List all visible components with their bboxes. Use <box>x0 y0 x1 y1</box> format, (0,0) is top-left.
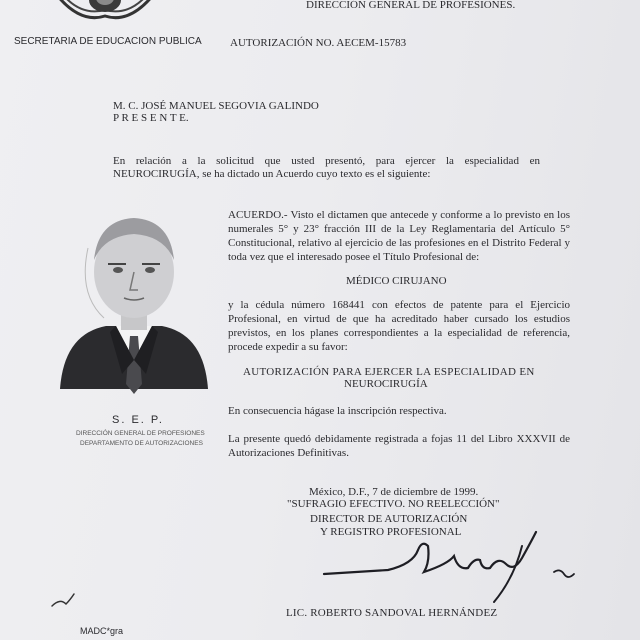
director-role-2: Y REGISTRO PROFESIONAL <box>320 526 462 538</box>
place-date: México, D.F., 7 de diciembre de 1999. <box>309 486 479 498</box>
director-role-1: DIRECTOR DE AUTORIZACIÓN <box>310 513 468 525</box>
authorization-heading-2: NEUROCIRUGÍA <box>344 378 428 390</box>
small-check-mark-icon <box>48 590 78 614</box>
signer-name: LIC. ROBERTO SANDOVAL HERNÁNDEZ <box>286 607 498 619</box>
department-title: DIRECCIÓN GENERAL DE PROFESIONES. <box>306 0 516 11</box>
cedula-paragraph: y la cédula número 168441 con efectos de patente para el Ejercicio Profesional, en virtud de que ha acreditado haber cursado los estudios previstos, en los planes correspondientes a la especialidad de referencia, procede expedir a su favor: <box>228 299 570 353</box>
portrait-photo <box>58 214 210 414</box>
registro-paragraph: La presente quedó debidamente registrada a fojas 11 del Libro XXXVII de Autorizaciones Definitivas. <box>228 433 570 459</box>
motto: "SUFRAGIO EFECTIVO. NO REELECCIÓN" <box>287 498 500 510</box>
handwritten-signature <box>318 528 588 608</box>
authorization-heading-1: AUTORIZACIÓN PARA EJERCER LA ESPECIALIDAD EN <box>243 366 535 378</box>
secretaria-label: SECRETARIA DE EDUCACION PUBLICA <box>14 36 202 47</box>
national-emblem-icon <box>50 0 160 26</box>
seal-line-2: DEPARTAMENTO DE AUTORIZACIONES <box>80 440 203 447</box>
addressee-name: M. C. JOSÉ MANUEL SEGOVIA GALINDO <box>113 100 319 112</box>
sep-seal-label: S. E. P. <box>112 414 164 426</box>
authorization-number: AUTORIZACIÓN NO. AECEM-15783 <box>230 37 407 49</box>
intro-line-2: NEUROCIRUGÍA, se ha dictado un Acuerdo cuyo texto es el siguiente: <box>113 168 431 180</box>
professional-title: MÉDICO CIRUJANO <box>346 275 447 287</box>
seal-line-1: DIRECCIÓN GENERAL DE PROFESIONES <box>76 430 205 437</box>
presente-label: P R E S E N T E. <box>113 112 189 124</box>
consecuencia-line: En consecuencia hágase la inscripción respectiva. <box>228 405 447 417</box>
intro-line-1: En relación a la solicitud que usted presentó, para ejercer la especialidad en <box>113 155 540 167</box>
initials-footer: MADC*gra <box>80 626 124 636</box>
acuerdo-paragraph: ACUERDO.- Visto el dictamen que antecede y conforme a lo previsto en los numerales 5° y 23° fracción III de la Ley Reglamentaria del Artículo 5° Constitucional, relativo al ejercicio de las profesiones en el Distrito Federal y toda vez que el interesado posee el Título Profesional de: <box>228 209 570 263</box>
